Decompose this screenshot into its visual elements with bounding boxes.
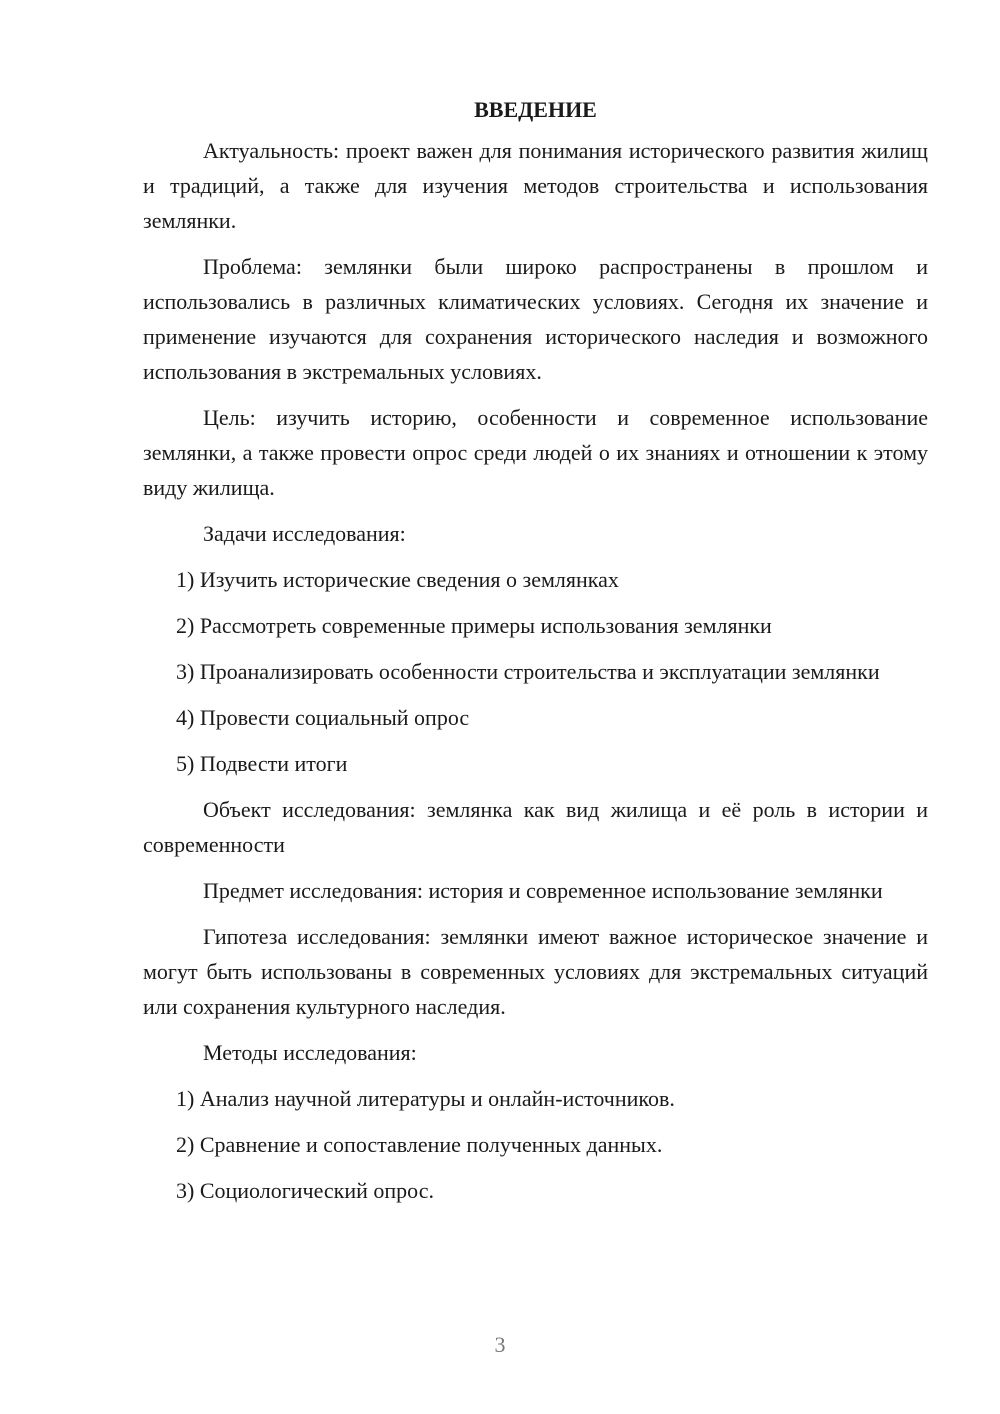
task-item-2: 2) Рассмотреть современные примеры использования землянки	[176, 613, 772, 638]
method-item-3: 3) Социологический опрос.	[176, 1178, 434, 1203]
page-title: ВВЕДЕНИЕ	[474, 97, 597, 122]
subject-paragraph: Предмет исследования: история и современное использование землянки	[203, 878, 883, 903]
page-number: 3	[494, 1332, 506, 1357]
method-item-1: 1) Анализ научной литературы и онлайн-источников.	[176, 1086, 675, 1111]
task-item-1: 1) Изучить исторические сведения о землянках	[176, 567, 619, 592]
relevance-paragraph: Актуальность: проект важен для понимания исторического развития жилищ и традиций, а также для изучения методов строительства и использования землянки.	[143, 138, 928, 233]
goal-paragraph: Цель: изучить историю, особенности и современное использование землянки, а также провести опрос среди людей о их знаниях и отношении к этому виду жилища.	[143, 405, 928, 500]
task-item-3: 3) Проанализировать особенности строительства и эксплуатации землянки	[176, 659, 880, 684]
methods-title: Методы исследования:	[203, 1040, 417, 1065]
problem-paragraph: Проблема: землянки были широко распространены в прошлом и использовались в различных климатических условиях. Сегодня их значение и применение изучаются для сохранения исторического наследия и возможного использования в экстремальных условиях.	[143, 254, 928, 384]
task-item-5: 5) Подвести итоги	[176, 751, 348, 776]
tasks-title: Задачи исследования:	[203, 521, 406, 546]
document-page	[143, 92, 928, 1219]
task-item-4: 4) Провести социальный опрос	[176, 705, 470, 730]
hypothesis-paragraph: Гипотеза исследования: землянки имеют важное историческое значение и могут быть использованы в современных условиях для экстремальных ситуаций или сохранения культурного наследия.	[143, 924, 928, 1019]
object-paragraph: Объект исследования: землянка как вид жилища и её роль в истории и современности	[143, 797, 928, 857]
method-item-2: 2) Сравнение и сопоставление полученных данных.	[176, 1132, 663, 1157]
